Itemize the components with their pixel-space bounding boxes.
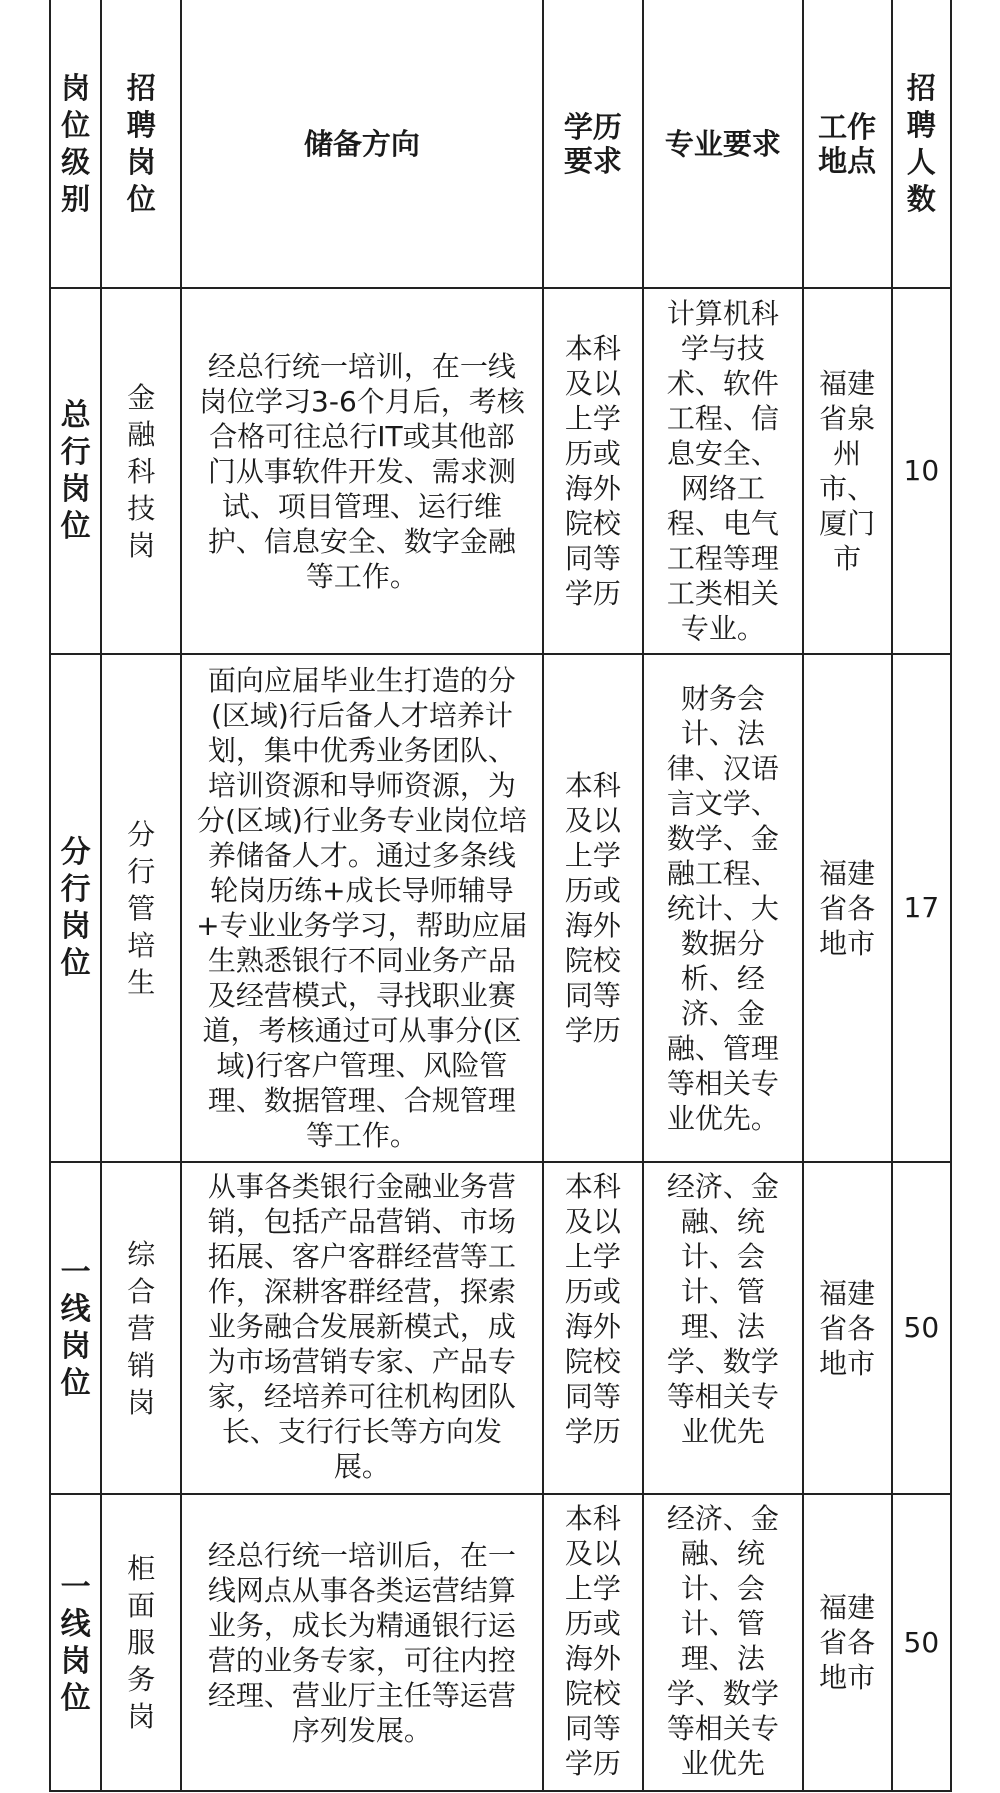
cell-direction: 经总行统一培训后，在一线网点从事各类运营结算业务，成长为精通银行运营的业务专家，可往内控经理、营业厅主任等运营序列发展。 xyxy=(181,1494,543,1791)
cell-education: 本科及以上学历或海外院校同等学历 xyxy=(543,1162,643,1494)
header-row xyxy=(50,0,951,288)
table-row xyxy=(50,288,951,654)
cell-location: 福建省各地市 xyxy=(803,1162,892,1494)
header-major: 专业要求 xyxy=(643,0,803,288)
cell-count: 50 xyxy=(892,1162,951,1494)
cell-direction: 经总行统一培训，在一线岗位学习3-6个月后，考核合格可往总行IT或其他部门从事软件开发、需求测试、项目管理、运行维护、信息安全、数字金融等工作。 xyxy=(181,288,543,654)
cell-location: 福建省泉州市、厦门市 xyxy=(803,288,892,654)
cell-count: 17 xyxy=(892,654,951,1162)
cell-position: 综合营销岗 xyxy=(101,1162,181,1494)
recruitment-table xyxy=(49,0,952,1792)
table-row xyxy=(50,1494,951,1791)
cell-direction: 面向应届毕业生打造的分(区域)行后备人才培养计划，集中优秀业务团队、培训资源和导师资源，为分(区域)行业务专业岗位培养储备人才。通过多条线轮岗历练+成长导师辅导+专业业务学习，帮助应届生熟悉银行不同业务产品及经营模式，寻找职业赛道，考核通过可从事分(区域)行客户管理、风险管理、数据管理、合规管理等工作。 xyxy=(181,654,543,1162)
table-row xyxy=(50,654,951,1162)
cell-position: 分行管培生 xyxy=(101,654,181,1162)
cell-count: 50 xyxy=(892,1494,951,1791)
table-row xyxy=(50,1162,951,1494)
header-level: 岗位级别 xyxy=(50,0,101,288)
header-position: 招聘岗位 xyxy=(101,0,181,288)
cell-major: 经济、金融、统计、会计、管理、法学、数学等相关专业优先 xyxy=(643,1162,803,1494)
cell-education: 本科及以上学历或海外院校同等学历 xyxy=(543,654,643,1162)
cell-level: 一线岗位 xyxy=(50,1494,101,1791)
cell-education: 本科及以上学历或海外院校同等学历 xyxy=(543,288,643,654)
header-location: 工作地点 xyxy=(803,0,892,288)
cell-major: 财务会计、法律、汉语言文学、数学、金融工程、统计、大数据分析、经济、金融、管理等相关专业优先。 xyxy=(643,654,803,1162)
cell-level: 一线岗位 xyxy=(50,1162,101,1494)
header-direction: 储备方向 xyxy=(181,0,543,288)
cell-count: 10 xyxy=(892,288,951,654)
cell-location: 福建省各地市 xyxy=(803,654,892,1162)
cell-level: 分行岗位 xyxy=(50,654,101,1162)
header-count: 招聘人数 xyxy=(892,0,951,288)
cell-direction: 从事各类银行金融业务营销，包括产品营销、市场拓展、客户客群经营等工作，深耕客群经营，探索业务融合发展新模式，成为市场营销专家、产品专家，经培养可往机构团队长、支行行长等方向发展。 xyxy=(181,1162,543,1494)
cell-level: 总行岗位 xyxy=(50,288,101,654)
cell-location: 福建省各地市 xyxy=(803,1494,892,1791)
cell-position: 金融科技岗 xyxy=(101,288,181,654)
cell-education: 本科及以上学历或海外院校同等学历 xyxy=(543,1494,643,1791)
cell-major: 经济、金融、统计、会计、管理、法学、数学等相关专业优先 xyxy=(643,1494,803,1791)
cell-position: 柜面服务岗 xyxy=(101,1494,181,1791)
header-education: 学历要求 xyxy=(543,0,643,288)
cell-major: 计算机科学与技术、软件工程、信息安全、网络工程、电气工程等理工类相关专业。 xyxy=(643,288,803,654)
